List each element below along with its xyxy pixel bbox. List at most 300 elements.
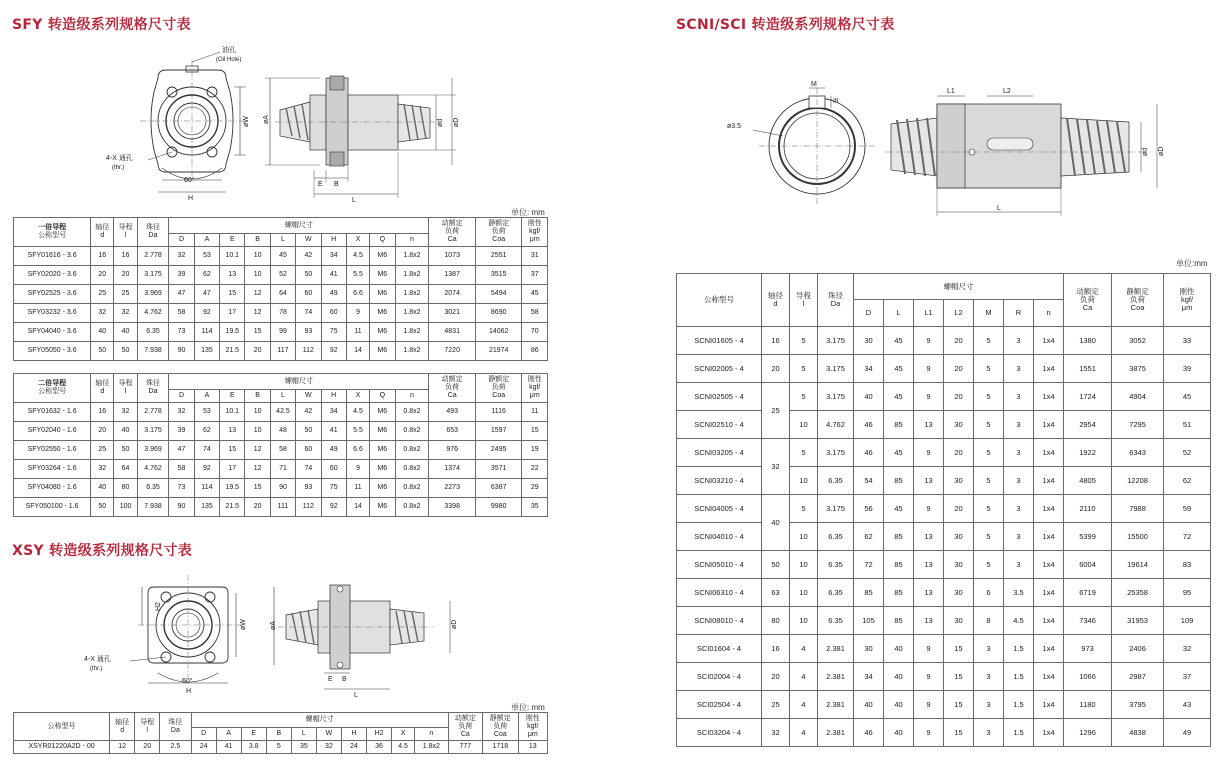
table-cell: 5 bbox=[974, 327, 1004, 355]
table-cell: 34 bbox=[854, 663, 884, 691]
table-cell: M6 bbox=[370, 441, 395, 460]
table-cell: 12 bbox=[110, 741, 135, 754]
table-cell: 30 bbox=[854, 327, 884, 355]
table-cell: 20 bbox=[245, 342, 270, 361]
table-cell: 58 bbox=[522, 304, 548, 323]
table-cell: SCI02504 - 4 bbox=[677, 691, 762, 719]
sfy1-col-header: W bbox=[296, 234, 321, 247]
table-cell: 43 bbox=[1164, 691, 1211, 719]
table-cell: 50 bbox=[114, 441, 137, 460]
table-cell: 1066 bbox=[1064, 663, 1112, 691]
table-cell: 9 bbox=[914, 383, 944, 411]
table-cell: 7220 bbox=[429, 342, 476, 361]
table-cell: 1374 bbox=[429, 460, 476, 479]
xsy-table bbox=[13, 712, 548, 754]
table-cell: 60 bbox=[321, 460, 346, 479]
table-cell: 59 bbox=[1164, 495, 1211, 523]
table-cell: 1x4 bbox=[1034, 663, 1064, 691]
table-cell: 39 bbox=[169, 266, 194, 285]
table-cell: 74 bbox=[296, 304, 321, 323]
scni-col-header: L bbox=[884, 300, 914, 327]
table-cell: 62 bbox=[194, 422, 219, 441]
table-cell: 85 bbox=[884, 551, 914, 579]
table-cell: 22 bbox=[522, 460, 548, 479]
table-cell: 3.5 bbox=[1004, 579, 1034, 607]
table-cell: 40 bbox=[884, 691, 914, 719]
table-cell: 4 bbox=[790, 719, 818, 747]
scni-dim-d: øD bbox=[1158, 146, 1165, 156]
scni-col-header: L2 bbox=[944, 300, 974, 327]
table-cell: 10.1 bbox=[220, 247, 245, 266]
table-cell: 40 bbox=[884, 635, 914, 663]
table-cell: 4805 bbox=[1064, 467, 1112, 495]
table-cell: 20 bbox=[944, 439, 974, 467]
table-cell: 41 bbox=[216, 741, 241, 754]
table-cell: M6 bbox=[370, 403, 395, 422]
table-cell: 34 bbox=[854, 355, 884, 383]
table-cell: 9 bbox=[914, 439, 944, 467]
table-cell: 4838 bbox=[1112, 719, 1164, 747]
table-cell: 5 bbox=[974, 467, 1004, 495]
sfy2-nut-header: 螺帽尺寸 bbox=[169, 374, 429, 390]
table-cell: 10 bbox=[790, 411, 818, 439]
table-cell: 13 bbox=[914, 523, 944, 551]
sfy2-col-header: B bbox=[245, 390, 270, 403]
table-row bbox=[677, 383, 1211, 411]
table-cell: 6719 bbox=[1064, 579, 1112, 607]
table-cell: 6.35 bbox=[818, 467, 854, 495]
scni-dim-l2: L2 bbox=[1003, 88, 1011, 95]
sfy-dim-h: H bbox=[188, 195, 194, 202]
table-cell: 63 bbox=[762, 579, 790, 607]
table-cell: 1380 bbox=[1064, 327, 1112, 355]
table-cell: 3 bbox=[1004, 355, 1034, 383]
table-cell: 2.778 bbox=[137, 403, 169, 422]
table-cell: 3.175 bbox=[818, 355, 854, 383]
table-cell: 1x4 bbox=[1034, 355, 1064, 383]
table-cell: 13 bbox=[914, 467, 944, 495]
table-cell: 20 bbox=[944, 383, 974, 411]
table-cell: 3398 bbox=[429, 498, 476, 517]
table-cell: 9 bbox=[914, 327, 944, 355]
table-cell: 111 bbox=[270, 498, 295, 517]
table-cell: 20 bbox=[944, 355, 974, 383]
table-cell: 7988 bbox=[1112, 495, 1164, 523]
table-cell: 0.8x2 bbox=[395, 403, 429, 422]
table-cell: 85 bbox=[884, 607, 914, 635]
table-cell: 1x4 bbox=[1034, 691, 1064, 719]
sfy1-col-header: X bbox=[346, 234, 369, 247]
table-cell: 80 bbox=[762, 607, 790, 635]
sfy2-ca-header: 动额定 负荷 Ca bbox=[429, 374, 476, 403]
table-cell: 4 bbox=[790, 663, 818, 691]
table-cell: 12208 bbox=[1112, 467, 1164, 495]
table-cell: 3 bbox=[1004, 495, 1034, 523]
table-cell: 1.5 bbox=[1004, 719, 1034, 747]
table-cell: 17 bbox=[220, 460, 245, 479]
table-cell: 1.8x2 bbox=[395, 247, 429, 266]
table-cell: 6.6 bbox=[346, 441, 369, 460]
table-cell: SCNI04010 - 4 bbox=[677, 523, 762, 551]
sfy1-col-header: E bbox=[220, 234, 245, 247]
table-row bbox=[14, 323, 548, 342]
xsy-lead-header: 导程 l bbox=[135, 713, 160, 741]
table-cell: 2.381 bbox=[818, 719, 854, 747]
table-cell: 19614 bbox=[1112, 551, 1164, 579]
table-cell: 58 bbox=[169, 304, 194, 323]
table-cell: 14 bbox=[346, 498, 369, 517]
table-cell: 4.762 bbox=[137, 304, 169, 323]
table-cell: 2.381 bbox=[818, 663, 854, 691]
xsy-section-title: XSY 转造级系列规格尺寸表 bbox=[12, 543, 193, 559]
table-cell: 14062 bbox=[475, 323, 522, 342]
table-cell: 4 bbox=[790, 635, 818, 663]
sfy2-coa-header: 静额定 负荷 Coa bbox=[475, 374, 522, 403]
table-cell: 10 bbox=[245, 266, 270, 285]
scni-col-header: n bbox=[1034, 300, 1064, 327]
xsy-ball-header: 珠径 Da bbox=[160, 713, 191, 741]
table-cell: 3 bbox=[1004, 439, 1034, 467]
table-cell: SFY05050 - 3.6 bbox=[14, 342, 91, 361]
table-cell: M6 bbox=[370, 460, 395, 479]
table-cell: 2987 bbox=[1112, 663, 1164, 691]
table-cell: 95 bbox=[1164, 579, 1211, 607]
sfy2-col-header: X bbox=[346, 390, 369, 403]
table-cell: 2495 bbox=[475, 441, 522, 460]
table-row bbox=[677, 495, 1211, 523]
sfy1-rigidity-header: 刚性 kgf/ μm bbox=[522, 218, 548, 247]
sfy1-col-header: A bbox=[194, 234, 219, 247]
table-cell: 1x4 bbox=[1034, 523, 1064, 551]
scni-table bbox=[676, 273, 1211, 747]
sfy-dim-d2: ød bbox=[437, 118, 444, 127]
table-cell: 52 bbox=[270, 266, 295, 285]
table-cell: 3.969 bbox=[137, 441, 169, 460]
table-cell: 47 bbox=[169, 441, 194, 460]
sfy2-col-header: Q bbox=[370, 390, 395, 403]
table-cell: SCI03204 - 4 bbox=[677, 719, 762, 747]
table-cell: 9 bbox=[914, 635, 944, 663]
scni-dim-m: M bbox=[811, 81, 817, 88]
table-cell: 15 bbox=[245, 323, 270, 342]
table-cell: 1296 bbox=[1064, 719, 1112, 747]
xsy-col-header: D bbox=[191, 728, 216, 741]
scni-section-title: SCNI/SCI 转造级系列规格尺寸表 bbox=[676, 17, 895, 33]
sfy2-col-header: n bbox=[395, 390, 429, 403]
table-cell: 2954 bbox=[1064, 411, 1112, 439]
table-cell: 32 bbox=[91, 304, 114, 323]
xsy-dim-h: H bbox=[186, 688, 192, 695]
table-cell: 12 bbox=[245, 285, 270, 304]
table-cell: 9980 bbox=[475, 498, 522, 517]
table-cell: 6.6 bbox=[346, 285, 369, 304]
table-cell: 34 bbox=[321, 403, 346, 422]
table-cell: 3 bbox=[1004, 411, 1034, 439]
table-cell: 47 bbox=[169, 285, 194, 304]
table-cell: 9 bbox=[346, 460, 369, 479]
table-cell: 1.8x2 bbox=[395, 304, 429, 323]
table-cell: 20 bbox=[91, 266, 114, 285]
table-cell: 54 bbox=[854, 467, 884, 495]
table-cell: 5494 bbox=[475, 285, 522, 304]
table-cell: 4.5 bbox=[392, 741, 415, 754]
table-cell: 1.8x2 bbox=[395, 323, 429, 342]
table-cell: 1724 bbox=[1064, 383, 1112, 411]
table-cell: 92 bbox=[194, 460, 219, 479]
table-cell: 24 bbox=[191, 741, 216, 754]
table-cell: 45 bbox=[270, 247, 295, 266]
table-cell: 3 bbox=[974, 635, 1004, 663]
table-row bbox=[677, 467, 1211, 495]
table-cell: 51 bbox=[1164, 411, 1211, 439]
table-cell: 2406 bbox=[1112, 635, 1164, 663]
table-cell: 3.969 bbox=[137, 285, 169, 304]
table-row bbox=[14, 342, 548, 361]
table-cell: 40 bbox=[854, 691, 884, 719]
sfy2-col-header: A bbox=[194, 390, 219, 403]
table-cell: 12 bbox=[245, 304, 270, 323]
table-cell: 13 bbox=[220, 422, 245, 441]
table-cell: 3 bbox=[1004, 327, 1034, 355]
table-cell: 62 bbox=[194, 266, 219, 285]
table-cell: 36 bbox=[367, 741, 392, 754]
sfy-oil-hole-label: 油孔 bbox=[222, 47, 236, 54]
table-cell: 45 bbox=[884, 439, 914, 467]
table-cell: 5 bbox=[790, 439, 818, 467]
table-cell: 9 bbox=[914, 691, 944, 719]
table-row bbox=[14, 304, 548, 323]
table-cell: 32 bbox=[114, 403, 137, 422]
table-cell: SCNI05010 - 4 bbox=[677, 551, 762, 579]
table-cell: 3 bbox=[974, 691, 1004, 719]
table-cell: 1x4 bbox=[1034, 579, 1064, 607]
table-cell: 92 bbox=[321, 498, 346, 517]
table-cell: 20 bbox=[944, 495, 974, 523]
table-cell: 47 bbox=[194, 285, 219, 304]
table-cell: 1.8x2 bbox=[395, 285, 429, 304]
table-cell: 35 bbox=[291, 741, 316, 754]
table-cell: 80 bbox=[114, 479, 137, 498]
table-cell: 1180 bbox=[1064, 691, 1112, 719]
table-cell: 60 bbox=[321, 304, 346, 323]
xsy-col-header: L bbox=[291, 728, 316, 741]
table-row bbox=[677, 523, 1211, 551]
table-cell: 10 bbox=[245, 403, 270, 422]
table-cell: 1.8x2 bbox=[395, 342, 429, 361]
table-cell: 10 bbox=[790, 467, 818, 495]
table-cell: 30 bbox=[944, 523, 974, 551]
table-cell: 11 bbox=[346, 479, 369, 498]
table-cell: 3.175 bbox=[818, 383, 854, 411]
table-cell: 5.5 bbox=[346, 422, 369, 441]
scni-coa-header: 静额定 负荷 Coa bbox=[1112, 274, 1164, 327]
table-cell: 0.8x2 bbox=[395, 441, 429, 460]
table-cell: 30 bbox=[944, 467, 974, 495]
sfy2-rigidity-header: 刚性 kgf/ μm bbox=[522, 374, 548, 403]
table-cell: 30 bbox=[854, 635, 884, 663]
table-cell: 16 bbox=[762, 327, 790, 355]
table-cell: 21.5 bbox=[220, 498, 245, 517]
table-cell: 62 bbox=[1164, 467, 1211, 495]
sfy-dim-e: E bbox=[318, 181, 323, 188]
table-cell: 58 bbox=[270, 441, 295, 460]
table-cell: SCNI01605 - 4 bbox=[677, 327, 762, 355]
scni-ca-header: 动额定 负荷 Ca bbox=[1064, 274, 1112, 327]
table-cell: 20 bbox=[762, 663, 790, 691]
table-cell: M6 bbox=[370, 422, 395, 441]
table-cell: 85 bbox=[884, 467, 914, 495]
table-cell: 10 bbox=[245, 247, 270, 266]
table-cell: 1.8x2 bbox=[415, 741, 449, 754]
table-cell: 62 bbox=[854, 523, 884, 551]
scni-hole-label: ø3.5 bbox=[727, 123, 742, 130]
sfy1-col-header: H bbox=[321, 234, 346, 247]
table-cell: 37 bbox=[1164, 663, 1211, 691]
table-cell: 5 bbox=[974, 495, 1004, 523]
table-cell: 9 bbox=[914, 355, 944, 383]
table-cell: 1x4 bbox=[1034, 635, 1064, 663]
sfy2-shaft-header: 轴径 d bbox=[91, 374, 114, 403]
table-cell: 1922 bbox=[1064, 439, 1112, 467]
table-cell: 15 bbox=[245, 479, 270, 498]
sfy2-col-header: L bbox=[270, 390, 295, 403]
table-cell: SFY03264 - 1.6 bbox=[14, 460, 91, 479]
table-cell: 3.8 bbox=[241, 741, 266, 754]
sfy-dim-b: B bbox=[334, 181, 339, 188]
xsy-dim-a: øA bbox=[270, 621, 277, 630]
table-cell: 2551 bbox=[475, 247, 522, 266]
table-cell: 1116 bbox=[475, 403, 522, 422]
table-row bbox=[677, 663, 1211, 691]
table-cell: 3.175 bbox=[818, 495, 854, 523]
sfy-dim-a: øA bbox=[263, 115, 270, 124]
table-cell: 15 bbox=[944, 663, 974, 691]
table-cell: 13 bbox=[518, 741, 547, 754]
table-row bbox=[14, 247, 548, 266]
table-cell: 1x4 bbox=[1034, 383, 1064, 411]
table-cell: M6 bbox=[370, 323, 395, 342]
table-cell: 25358 bbox=[1112, 579, 1164, 607]
scni-rigidity-header: 刚性 kgf/ μm bbox=[1164, 274, 1211, 327]
table-cell: 42 bbox=[296, 403, 321, 422]
sfy1-col-header: Q bbox=[370, 234, 395, 247]
table-cell: 16 bbox=[91, 403, 114, 422]
table-cell: 0.8x2 bbox=[395, 498, 429, 517]
table-cell: SFY02040 - 1.6 bbox=[14, 422, 91, 441]
table-cell: 74 bbox=[194, 441, 219, 460]
table-cell: 72 bbox=[854, 551, 884, 579]
sfy2-model-header: 二倍导程 公称型号 bbox=[14, 374, 91, 403]
table-cell: 2273 bbox=[429, 479, 476, 498]
table-cell: SFY01632 - 1.6 bbox=[14, 403, 91, 422]
table-cell: 20 bbox=[114, 266, 137, 285]
scni-dim-d2: ød bbox=[1142, 147, 1149, 156]
table-cell: 3.175 bbox=[137, 422, 169, 441]
table-cell: 41 bbox=[321, 422, 346, 441]
table-cell: 31953 bbox=[1112, 607, 1164, 635]
table-cell: 32 bbox=[1164, 635, 1211, 663]
xsy-col-header: n bbox=[415, 728, 449, 741]
table-cell: 20 bbox=[135, 741, 160, 754]
table-cell: 4904 bbox=[1112, 383, 1164, 411]
sfy-table-1x bbox=[13, 217, 548, 361]
scni-col-header: D bbox=[854, 300, 884, 327]
table-cell: 14 bbox=[346, 342, 369, 361]
table-cell: 3571 bbox=[475, 460, 522, 479]
table-cell: 12 bbox=[245, 460, 270, 479]
table-row bbox=[677, 439, 1211, 467]
xsy-nut-header: 螺帽尺寸 bbox=[191, 713, 448, 728]
table-cell: 45 bbox=[884, 383, 914, 411]
table-cell: 1551 bbox=[1064, 355, 1112, 383]
table-cell: 1x4 bbox=[1034, 719, 1064, 747]
sfy2-col-header: D bbox=[169, 390, 194, 403]
table-cell: 3 bbox=[1004, 467, 1034, 495]
xsy-rigidity-header: 刚性 kgf/ μm bbox=[518, 713, 547, 741]
sfy1-col-header: n bbox=[395, 234, 429, 247]
table-cell: 83 bbox=[1164, 551, 1211, 579]
table-cell: 2.778 bbox=[137, 247, 169, 266]
sfy2-col-header: W bbox=[296, 390, 321, 403]
table-cell: 31 bbox=[522, 247, 548, 266]
xsy-dim-w: øW bbox=[240, 619, 247, 630]
table-cell: 85 bbox=[884, 411, 914, 439]
table-cell: SCNI03210 - 4 bbox=[677, 467, 762, 495]
sfy-oil-hole-en: (Oil Hole) bbox=[216, 57, 242, 63]
table-cell: 1073 bbox=[429, 247, 476, 266]
table-cell: 6.35 bbox=[818, 579, 854, 607]
sfy1-col-header: B bbox=[245, 234, 270, 247]
sfy1-col-header: L bbox=[270, 234, 295, 247]
table-cell: 20 bbox=[91, 422, 114, 441]
table-row bbox=[14, 422, 548, 441]
table-cell: 50 bbox=[91, 498, 114, 517]
table-cell: 653 bbox=[429, 422, 476, 441]
table-cell: 7295 bbox=[1112, 411, 1164, 439]
table-cell: 9 bbox=[346, 304, 369, 323]
table-cell: 24 bbox=[341, 741, 366, 754]
table-cell: 3.175 bbox=[818, 439, 854, 467]
table-cell: 45 bbox=[884, 355, 914, 383]
table-cell: 73 bbox=[169, 323, 194, 342]
table-cell: 9 bbox=[914, 719, 944, 747]
table-cell: 35 bbox=[522, 498, 548, 517]
table-cell: 10 bbox=[790, 607, 818, 635]
table-cell: SCI02004 - 4 bbox=[677, 663, 762, 691]
table-cell: 493 bbox=[429, 403, 476, 422]
table-cell: 9 bbox=[914, 495, 944, 523]
table-cell: 6387 bbox=[475, 479, 522, 498]
table-cell: 21.5 bbox=[220, 342, 245, 361]
table-cell: 15 bbox=[944, 691, 974, 719]
table-cell: M6 bbox=[370, 498, 395, 517]
table-cell: 1.5 bbox=[1004, 691, 1034, 719]
table-cell: 92 bbox=[194, 304, 219, 323]
table-row bbox=[14, 403, 548, 422]
xsy-col-header: H2 bbox=[367, 728, 392, 741]
table-cell: 19 bbox=[522, 441, 548, 460]
table-cell: 3 bbox=[1004, 383, 1034, 411]
table-cell: 3 bbox=[974, 663, 1004, 691]
table-cell: 42 bbox=[296, 247, 321, 266]
sfy1-lead-header: 导程 l bbox=[114, 218, 137, 247]
scni-ball-header: 珠径 Da bbox=[818, 274, 854, 327]
xsy-col-header: W bbox=[316, 728, 341, 741]
table-cell: 13 bbox=[914, 579, 944, 607]
table-cell: 1.5 bbox=[1004, 663, 1034, 691]
table-cell: 45 bbox=[884, 327, 914, 355]
table-row bbox=[677, 551, 1211, 579]
